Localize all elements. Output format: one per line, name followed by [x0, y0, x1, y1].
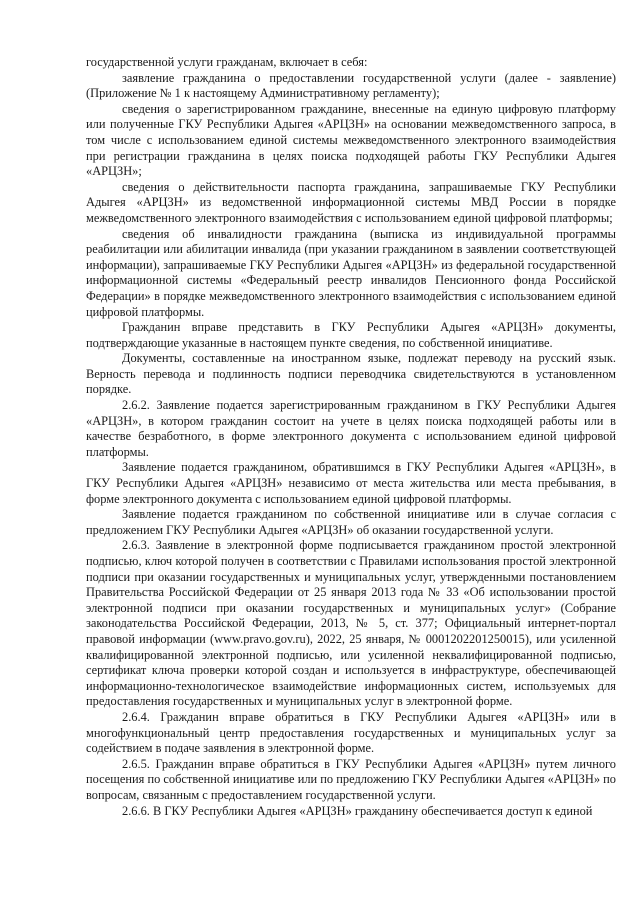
- paragraph-foreign-documents: Документы, составленные на иностранном языке, подлежат переводу на русский язык. Верность перевода и подлинность подписи переводчика свидетельствуются в установленном порядке.: [86, 351, 616, 397]
- paragraph-application: заявление гражданина о предоставлении государственной услуги (далее - заявление) (Приложение № 1 к настоящему Административному регламенту);: [86, 70, 616, 101]
- paragraph-application-submission: Заявление подается гражданином, обратившимся в ГКУ Республики Адыгея «АРЦЗН», в ГКУ Республики Адыгея «АРЦЗН» независимо от места жительства или места пребывания, в форме электронного документа с использованием единой цифровой платформы.: [86, 460, 616, 506]
- document-page: [86, 55, 616, 819]
- paragraph-own-initiative: Гражданин вправе представить в ГКУ Республики Адыгея «АРЦЗН» документы, подтверждающие указанные в настоящем пункте сведения, по собственной инициативе.: [86, 320, 616, 350]
- paragraph-2-6-2: 2.6.2. Заявление подается зарегистрированным гражданином в ГКУ Республики Адыгея «АРЦЗН», в котором гражданин состоит на учете в целях поиска подходящей работы или в качестве безработного, в форме электронного документа с использованием единой цифровой платформы.: [86, 398, 616, 459]
- paragraph-2-6-6: 2.6.6. В ГКУ Республики Адыгея «АРЦЗН» гражданину обеспечивается доступ к единой: [122, 803, 593, 818]
- paragraph-disability-info: сведения об инвалидности гражданина (выписка из индивидуальной программы реабилитации или абилитации инвалида (при указании гражданином в заявлении соответствующей информации), запрашиваемые ГКУ Республики Адыгея «АРЦЗН» из федеральной государственной информационной системы «Федеральный реестр инвалидов Пенсионного фонда Российской Федерации» в порядке межведомственного электронного взаимодействия с использованием единой цифровой платформы.: [86, 226, 616, 319]
- paragraph-continuation: государственной услуги гражданам, включает в себя:: [86, 55, 368, 69]
- paragraph-2-6-4: 2.6.4. Гражданин вправе обратиться в ГКУ Республики Адыгея «АРЦЗН» или в многофункциональный центр предоставления государственных и муниципальных услуг за содействием в подаче заявления в электронной форме.: [86, 709, 616, 756]
- paragraph-registered-citizen-info: сведения о зарегистрированном гражданине, внесенные на единую цифровую платформу или полученные ГКУ Республики Адыгея «АРЦЗН» на основании межведомственного запроса, в том числе с использованием единой системы межведомственного электронного взаимодействия при регистрации гражданина в целях поиска подходящей работы ГКУ Республики Адыгея «АРЦЗН»;: [86, 101, 616, 179]
- paragraph-application-consent: Заявление подается гражданином по собственной инициативе или в случае согласия с предложением ГКУ Республики Адыгея «АРЦЗН» об оказании государственной услуги.: [86, 507, 616, 537]
- paragraph-2-6-3: 2.6.3. Заявление в электронной форме подписывается гражданином простой электронной подписью, ключ которой получен в соответствии с Правилами использования простой электронной подписи при оказании государственных и муниципальных услуг, утвержденными постановлением Правительства Российской Федерации от 25 января 2013 года № 33 «Об использовании простой электронной подписи при оказании государственных и муниципальных услуг» (Собрание законодательства Российской Федерации, 2013, № 5, ст. 377; Официальный интернет-портал правовой информации (www.pravo.gov.ru), 2022, 25 января, № 0001202201250015), или усиленной квалифицированной электронной подписью, или усиленной неквалифицированной подписью, сертификат ключа проверки которой создан и используется в инфраструктуре, обеспечивающей информационно-технологическое взаимодействие информационных систем, используемых для предоставления государственных и муниципальных услуг в электронной форме.: [86, 538, 616, 709]
- paragraph-passport-validity: сведения о действительности паспорта гражданина, запрашиваемые ГКУ Республики Адыгея «АРЦЗН» из ведомственной информационной системы МВД России в порядке межведомственного электронного взаимодействия с использованием единой цифровой платформы;: [86, 179, 616, 225]
- paragraph-2-6-5: 2.6.5. Гражданин вправе обратиться в ГКУ Республики Адыгея «АРЦЗН» путем личного посещения по собственной инициативе или по предложению ГКУ Республики Адыгея «АРЦЗН» по вопросам, связанным с предоставлением государственной услуги.: [86, 756, 616, 802]
